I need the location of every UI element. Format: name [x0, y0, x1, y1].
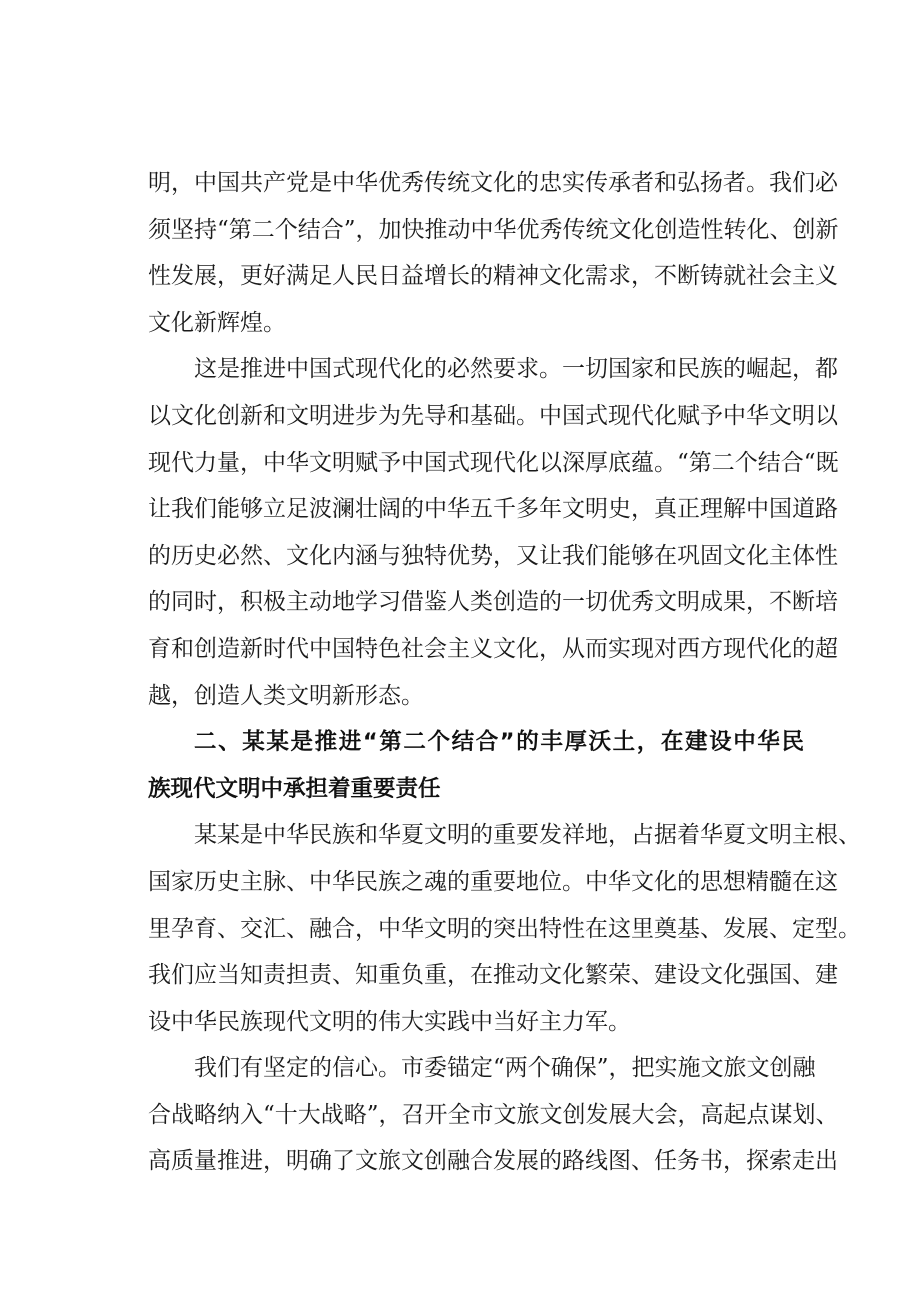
- section-heading: [148, 719, 804, 812]
- text-line: 现代力量，中华文明赋予中国式现代化以深厚底蕴。“第二个结合“既: [148, 449, 839, 476]
- text-line: 我们有坚定的信心。市委锚定“两个确保”，把实施文旅文创融: [194, 1055, 816, 1082]
- text-line: 性发展，更好满足人民日益增长的精神文化需求，不断铸就社会主义: [148, 263, 838, 290]
- text-line: 这是推进中国式现代化的必然要求。一切国家和民族的崛起，都: [194, 356, 838, 383]
- text-line: 文化新辉煌。: [148, 309, 286, 336]
- text-line: 里孕育、交汇、融合，中华文明的突出特性在这里奠基、发展、定型。: [148, 915, 861, 942]
- text-line: 设中华民族现代文明的伟大实践中当好主力军。: [148, 1008, 631, 1035]
- text-line: 我们应当知责担责、知重负重，在推动文化繁荣、建设文化强国、建: [148, 962, 838, 989]
- paragraph-birthplace: [148, 812, 861, 1045]
- text-line: 高质量推进，明确了文旅文创融合发展的路线图、任务书，探索走出: [148, 1148, 838, 1175]
- paragraph-continuation: [148, 160, 839, 346]
- text-line: 育和创造新时代中国特色社会主义文化，从而实现对西方现代化的超: [148, 635, 838, 662]
- paragraph-modernization: [148, 346, 839, 719]
- text-line: 的同时，积极主动地学习借鉴人类创造的一切优秀文明成果，不断培: [148, 589, 838, 616]
- text-line: 以文化创新和文明进步为先导和基础。中国式现代化赋予中华文明以: [148, 402, 838, 429]
- document-body: [148, 160, 861, 1185]
- text-line: 让我们能够立足波澜壮阔的中华五千多年文明史，真正理解中国道路: [148, 496, 838, 523]
- text-line: 明，中国共产党是中华优秀传统文化的忠实传承者和弘扬者。我们必: [148, 170, 838, 196]
- text-line: 须坚持“第二个结合”，加快推动中华优秀传统文化创造性转化、创新: [148, 216, 839, 243]
- text-line: 某某是中华民族和华夏文明的重要发祥地，占据着华夏文明主根、: [194, 822, 861, 849]
- paragraph-confidence: [148, 1045, 839, 1185]
- text-line: 国家历史主脉、中华民族之魂的重要地位。中华文化的思想精髓在这: [148, 868, 838, 895]
- text-line: 越，创造人类文明新形态。: [148, 682, 424, 709]
- heading-line: 二、某某是推进“第二个结合”的丰厚沃土，在建设中华民: [194, 729, 804, 756]
- heading-line: 族现代文明中承担着重要责任: [148, 775, 441, 802]
- text-line: 合战略纳入“十大战略”，召开全市文旅文创发展大会，高起点谋划、: [148, 1101, 839, 1128]
- text-line: 的历史必然、文化内涵与独特优势，又让我们能够在巩固文化主体性: [148, 542, 838, 569]
